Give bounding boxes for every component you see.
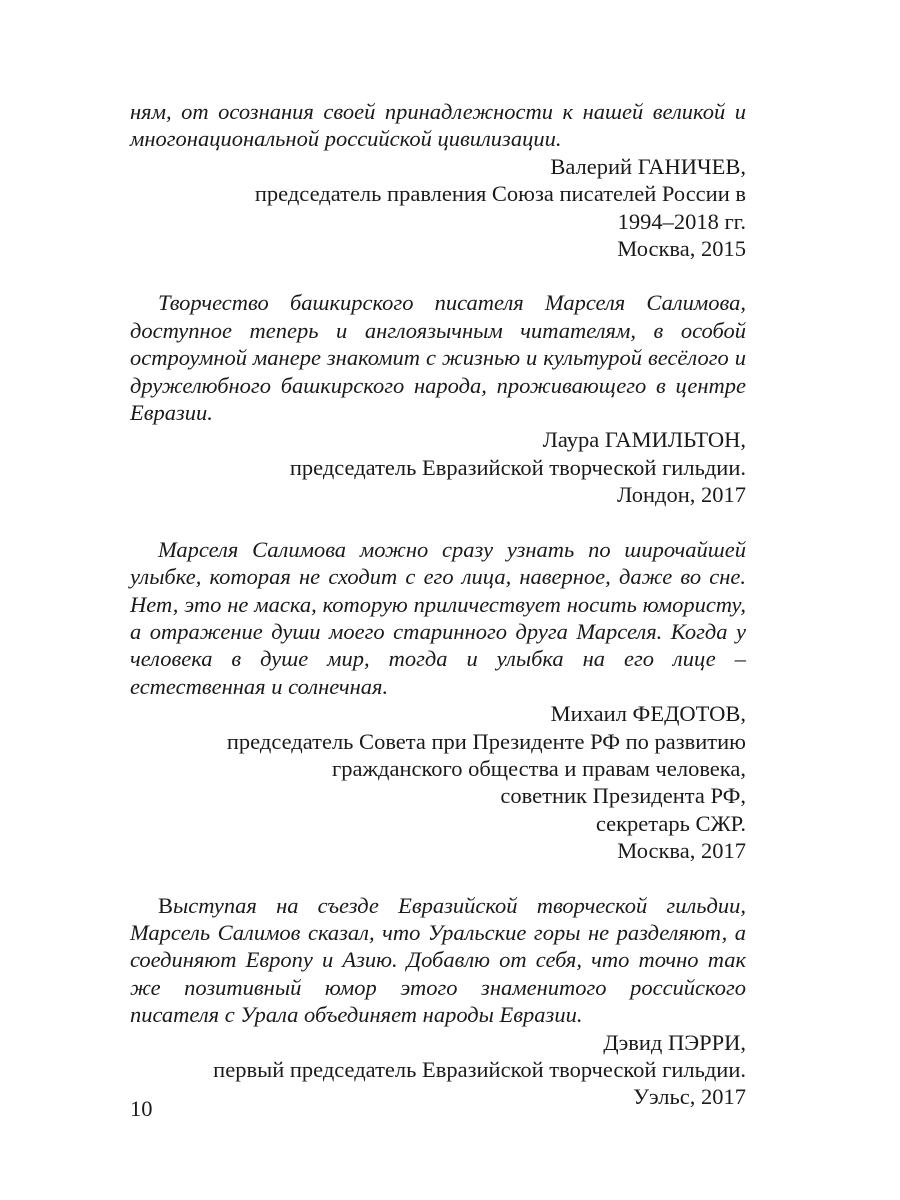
lead-letter: В <box>158 892 174 918</box>
place-date: Лондон, 2017 <box>617 482 746 508</box>
testimonial-ganichev <box>130 98 746 262</box>
place-date: Москва, 2015 <box>617 236 746 262</box>
author-name: Михаил ФЕДОТОВ, <box>550 701 746 727</box>
testimonial-signature <box>130 153 746 263</box>
author-title: председатель Евразийской творческой гильдии. <box>289 454 746 480</box>
place-date: Москва, 2017 <box>617 838 746 864</box>
testimonial-text: Марселя Салимова можно сразу узнать по широчайшей улыбке, которая не сходит с его лица, наверное, даже во сне. Нет, это не маска, которую приличествует носить юмористу, а отражение души моего старинного друга Марселя. Когда у человека в душе мир, тогда и улыбка на его лице – естественная и солнечная. <box>130 536 746 699</box>
testimonial-signature <box>130 1029 746 1111</box>
author-title: первый председатель Евразийской творческой гильдии. <box>213 1057 746 1082</box>
document-page <box>130 98 746 1138</box>
author-title: 1994–2018 гг. <box>617 208 746 234</box>
author-name: Валерий ГАНИЧЕВ, <box>550 153 746 179</box>
testimonial-text: Творчество башкирского писателя Марселя Салимова, доступное теперь и англоязычным читателям, в особой остроумной манере знакомит с жизнью и культурой весёлого и дружелюбного башкирского народа, проживающего в центре Евразии. <box>130 290 746 426</box>
testimonial-body: ыступая на съезде Евразийской творческой гильдии, Марсель Салимов сказал, что Уральские горы не разделяют, а соединяют Европу и Азию. Добавлю от себя, что точно так же позитивный юмор этого знаменитого российского писателя с Урала объединяет народы Евразии. <box>130 892 746 1028</box>
author-title: секретарь СЖР. <box>595 810 746 836</box>
author-title: председатель Совета при Президенте РФ по развитию <box>226 728 746 754</box>
testimonial-signature <box>130 426 746 508</box>
author-title: советник Президента РФ, <box>500 783 746 809</box>
testimonial-signature <box>130 700 746 864</box>
testimonial-hamilton <box>130 289 746 508</box>
page-number: 10 <box>130 1096 153 1121</box>
author-title: председатель правления Союза писателей России в <box>254 181 746 207</box>
testimonial-perry <box>130 892 746 1111</box>
author-title: гражданского общества и правам человека, <box>332 755 746 781</box>
author-name: Дэвид ПЭРРИ, <box>603 1029 746 1055</box>
testimonial-fedotov <box>130 536 746 865</box>
testimonial-text <box>130 892 746 1029</box>
testimonial-text: ням, от осознания своей принадлежности к нашей великой и многонациональной российской цивилизации. <box>130 99 746 152</box>
place-date: Уэльс, 2017 <box>633 1084 746 1110</box>
author-name: Лаура ГАМИЛЬТОН, <box>542 427 746 453</box>
